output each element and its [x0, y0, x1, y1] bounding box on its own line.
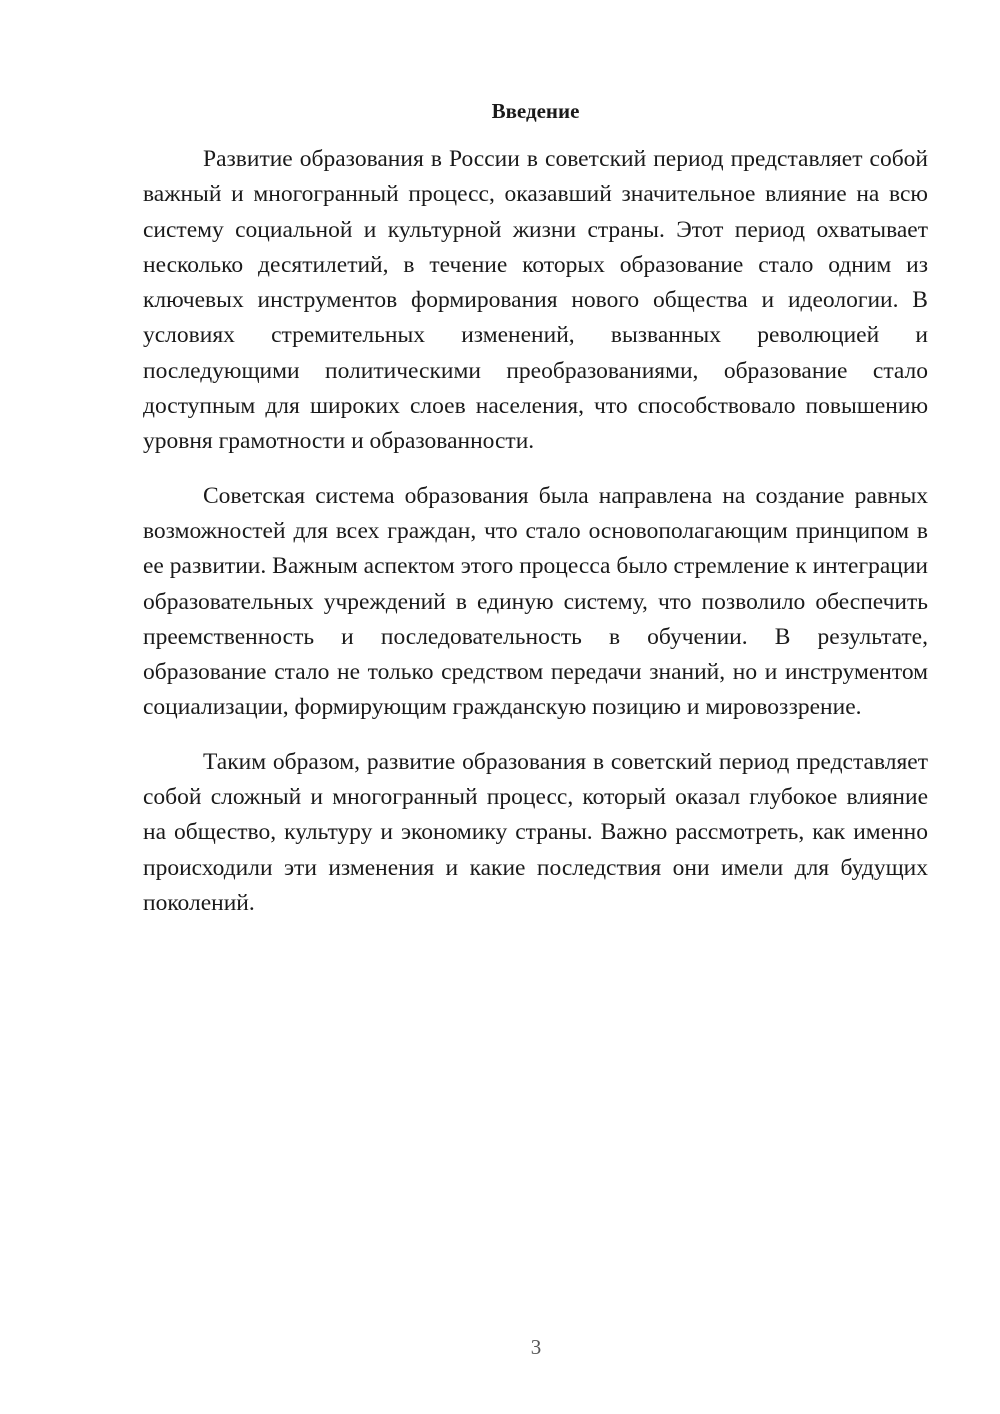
- page-title: Введение: [491, 99, 580, 123]
- paragraph-3: Таким образом, развитие образования в советский период представляет собой сложный и многогранный процесс, который оказал глубокое влияние на общество, культуру и экономику страны. Важно рассмотреть, как именно происходили эти изменения и какие последствия они имели для будущих поколений.: [143, 748, 928, 916]
- paragraph-1: Развитие образования в России в советский период представляет собой важный и многогранный процесс, оказавший значительное влияние на всю систему социальной и культурной жизни страны. Этот период охватывает несколько десятилетий, в течение которых образование стало одним из ключевых инструментов формирования нового общества и идеологии. В условиях стремительных изменений, вызванных революцией и последующими политическими преобразованиями, образование стало доступным для широких слоев населения, что способствовало повышению уровня грамотности и образованности.: [143, 146, 928, 455]
- page-number: 3: [530, 1335, 542, 1359]
- document-body: [143, 142, 928, 921]
- paragraph-2: Советская система образования была направлена на создание равных возможностей для всех граждан, что стало основополагающим принципом в ее развитии. Важным аспектом этого процесса было стремление к интеграции образовательных учреждений в единую систему, что позволило обеспечить преемственность и последовательность в обучении. В результате, образование стало не только средством передачи знаний, но и инструментом социализации, формирующим гражданскую позицию и мировоззрение.: [143, 482, 928, 721]
